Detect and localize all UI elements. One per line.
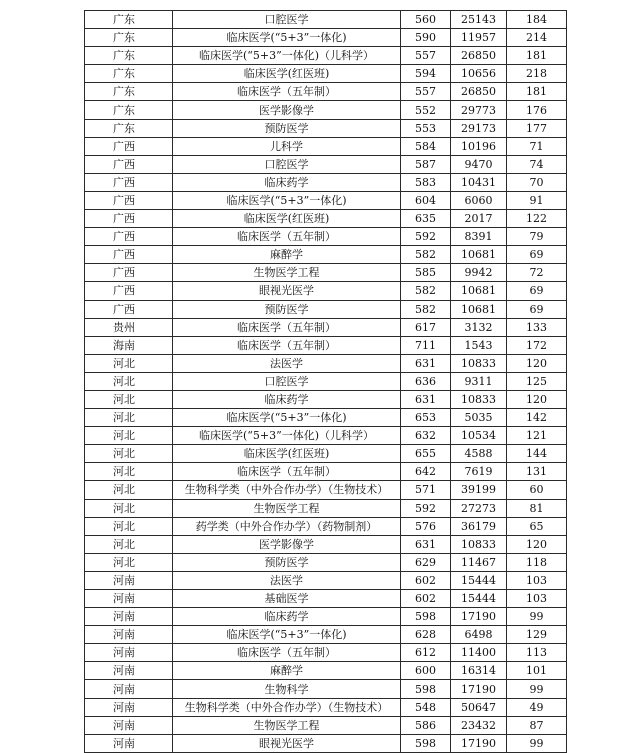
rank-cell: 50647 bbox=[451, 698, 507, 716]
major-cell: 基础医学 bbox=[173, 590, 401, 608]
province-cell: 河南 bbox=[85, 734, 173, 752]
score-cell: 584 bbox=[401, 137, 451, 155]
score-cell: 653 bbox=[401, 409, 451, 427]
table-row bbox=[85, 463, 567, 481]
table-row bbox=[85, 47, 567, 65]
rank-cell: 1543 bbox=[451, 336, 507, 354]
province-cell: 河南 bbox=[85, 626, 173, 644]
rank-cell: 15444 bbox=[451, 590, 507, 608]
table-row bbox=[85, 354, 567, 372]
count-cell: 81 bbox=[507, 499, 567, 517]
score-cell: 631 bbox=[401, 390, 451, 408]
major-cell: 临床医学(“5+3”一体化) bbox=[173, 191, 401, 209]
score-cell: 598 bbox=[401, 734, 451, 752]
table-row bbox=[85, 626, 567, 644]
province-cell: 河北 bbox=[85, 427, 173, 445]
score-cell: 576 bbox=[401, 517, 451, 535]
major-cell: 眼视光医学 bbox=[173, 282, 401, 300]
table-row bbox=[85, 11, 567, 29]
province-cell: 河北 bbox=[85, 517, 173, 535]
rank-cell: 17190 bbox=[451, 608, 507, 626]
province-cell: 河北 bbox=[85, 499, 173, 517]
province-cell: 广东 bbox=[85, 29, 173, 47]
count-cell: 103 bbox=[507, 571, 567, 589]
count-cell: 113 bbox=[507, 644, 567, 662]
table-row bbox=[85, 336, 567, 354]
major-cell: 口腔医学 bbox=[173, 372, 401, 390]
major-cell: 临床药学 bbox=[173, 608, 401, 626]
rank-cell: 2017 bbox=[451, 210, 507, 228]
rank-cell: 6498 bbox=[451, 626, 507, 644]
table-row bbox=[85, 173, 567, 191]
major-cell: 临床医学（五年制） bbox=[173, 318, 401, 336]
score-cell: 571 bbox=[401, 481, 451, 499]
count-cell: 87 bbox=[507, 716, 567, 734]
major-cell: 预防医学 bbox=[173, 300, 401, 318]
score-cell: 632 bbox=[401, 427, 451, 445]
major-cell: 临床医学（五年制） bbox=[173, 83, 401, 101]
table-row bbox=[85, 571, 567, 589]
score-cell: 655 bbox=[401, 445, 451, 463]
province-cell: 广东 bbox=[85, 119, 173, 137]
major-cell: 生物医学工程 bbox=[173, 716, 401, 734]
score-cell: 631 bbox=[401, 354, 451, 372]
count-cell: 99 bbox=[507, 680, 567, 698]
count-cell: 79 bbox=[507, 228, 567, 246]
score-cell: 612 bbox=[401, 644, 451, 662]
rank-cell: 15444 bbox=[451, 571, 507, 589]
province-cell: 河北 bbox=[85, 390, 173, 408]
table-row bbox=[85, 101, 567, 119]
table-row bbox=[85, 372, 567, 390]
province-cell: 广东 bbox=[85, 65, 173, 83]
score-cell: 585 bbox=[401, 264, 451, 282]
province-cell: 广西 bbox=[85, 155, 173, 173]
major-cell: 临床医学(“5+3”一体化) bbox=[173, 626, 401, 644]
count-cell: 74 bbox=[507, 155, 567, 173]
score-cell: 636 bbox=[401, 372, 451, 390]
rank-cell: 11957 bbox=[451, 29, 507, 47]
rank-cell: 11467 bbox=[451, 553, 507, 571]
count-cell: 120 bbox=[507, 535, 567, 553]
major-cell: 口腔医学 bbox=[173, 11, 401, 29]
table-row bbox=[85, 155, 567, 173]
score-cell: 560 bbox=[401, 11, 451, 29]
count-cell: 71 bbox=[507, 137, 567, 155]
rank-cell: 10534 bbox=[451, 427, 507, 445]
score-cell: 602 bbox=[401, 571, 451, 589]
rank-cell: 9942 bbox=[451, 264, 507, 282]
score-cell: 590 bbox=[401, 29, 451, 47]
count-cell: 129 bbox=[507, 626, 567, 644]
score-cell: 598 bbox=[401, 608, 451, 626]
count-cell: 121 bbox=[507, 427, 567, 445]
table-row bbox=[85, 662, 567, 680]
province-cell: 河南 bbox=[85, 662, 173, 680]
score-cell: 587 bbox=[401, 155, 451, 173]
province-cell: 河南 bbox=[85, 571, 173, 589]
province-cell: 广西 bbox=[85, 210, 173, 228]
province-cell: 河南 bbox=[85, 680, 173, 698]
count-cell: 214 bbox=[507, 29, 567, 47]
major-cell: 生物科学类（中外合作办学）（生物技术） bbox=[173, 698, 401, 716]
table-row bbox=[85, 409, 567, 427]
rank-cell: 29773 bbox=[451, 101, 507, 119]
table-body bbox=[85, 11, 567, 753]
count-cell: 60 bbox=[507, 481, 567, 499]
province-cell: 贵州 bbox=[85, 318, 173, 336]
score-cell: 711 bbox=[401, 336, 451, 354]
rank-cell: 10196 bbox=[451, 137, 507, 155]
province-cell: 河北 bbox=[85, 372, 173, 390]
province-cell: 广东 bbox=[85, 83, 173, 101]
major-cell: 医学影像学 bbox=[173, 535, 401, 553]
score-cell: 594 bbox=[401, 65, 451, 83]
rank-cell: 9311 bbox=[451, 372, 507, 390]
major-cell: 法医学 bbox=[173, 571, 401, 589]
score-cell: 600 bbox=[401, 662, 451, 680]
major-cell: 临床医学(“5+3”一体化) bbox=[173, 29, 401, 47]
major-cell: 临床医学(“5+3”一体化) bbox=[173, 409, 401, 427]
province-cell: 河北 bbox=[85, 535, 173, 553]
rank-cell: 3132 bbox=[451, 318, 507, 336]
rank-cell: 10431 bbox=[451, 173, 507, 191]
major-cell: 生物医学工程 bbox=[173, 499, 401, 517]
table-row bbox=[85, 481, 567, 499]
province-cell: 河北 bbox=[85, 409, 173, 427]
table-row bbox=[85, 246, 567, 264]
major-cell: 临床药学 bbox=[173, 390, 401, 408]
province-cell: 河南 bbox=[85, 590, 173, 608]
score-cell: 557 bbox=[401, 83, 451, 101]
table-row bbox=[85, 228, 567, 246]
score-cell: 592 bbox=[401, 499, 451, 517]
count-cell: 120 bbox=[507, 354, 567, 372]
rank-cell: 29173 bbox=[451, 119, 507, 137]
rank-cell: 26850 bbox=[451, 83, 507, 101]
major-cell: 生物科学 bbox=[173, 680, 401, 698]
rank-cell: 9470 bbox=[451, 155, 507, 173]
rank-cell: 16314 bbox=[451, 662, 507, 680]
rank-cell: 4588 bbox=[451, 445, 507, 463]
table-row bbox=[85, 553, 567, 571]
table-row bbox=[85, 716, 567, 734]
count-cell: 99 bbox=[507, 734, 567, 752]
count-cell: 181 bbox=[507, 47, 567, 65]
province-cell: 广西 bbox=[85, 282, 173, 300]
table-row bbox=[85, 608, 567, 626]
count-cell: 70 bbox=[507, 173, 567, 191]
table-row bbox=[85, 29, 567, 47]
table-row bbox=[85, 698, 567, 716]
count-cell: 122 bbox=[507, 210, 567, 228]
count-cell: 120 bbox=[507, 390, 567, 408]
count-cell: 118 bbox=[507, 553, 567, 571]
major-cell: 临床医学(红医班) bbox=[173, 210, 401, 228]
rank-cell: 10681 bbox=[451, 282, 507, 300]
major-cell: 临床药学 bbox=[173, 173, 401, 191]
table-row bbox=[85, 137, 567, 155]
major-cell: 法医学 bbox=[173, 354, 401, 372]
major-cell: 药学类（中外合作办学）（药物制剂） bbox=[173, 517, 401, 535]
rank-cell: 25143 bbox=[451, 11, 507, 29]
score-cell: 552 bbox=[401, 101, 451, 119]
province-cell: 广东 bbox=[85, 47, 173, 65]
province-cell: 广西 bbox=[85, 300, 173, 318]
rank-cell: 36179 bbox=[451, 517, 507, 535]
table-row bbox=[85, 318, 567, 336]
score-cell: 583 bbox=[401, 173, 451, 191]
province-cell: 河南 bbox=[85, 608, 173, 626]
rank-cell: 10656 bbox=[451, 65, 507, 83]
province-cell: 广东 bbox=[85, 101, 173, 119]
province-cell: 广西 bbox=[85, 264, 173, 282]
rank-cell: 10833 bbox=[451, 535, 507, 553]
rank-cell: 17190 bbox=[451, 680, 507, 698]
score-cell: 592 bbox=[401, 228, 451, 246]
score-cell: 629 bbox=[401, 553, 451, 571]
score-cell: 635 bbox=[401, 210, 451, 228]
rank-cell: 8391 bbox=[451, 228, 507, 246]
count-cell: 131 bbox=[507, 463, 567, 481]
major-cell: 医学影像学 bbox=[173, 101, 401, 119]
table-row bbox=[85, 445, 567, 463]
rank-cell: 39199 bbox=[451, 481, 507, 499]
major-cell: 预防医学 bbox=[173, 119, 401, 137]
count-cell: 101 bbox=[507, 662, 567, 680]
major-cell: 临床医学（五年制） bbox=[173, 644, 401, 662]
table-row bbox=[85, 517, 567, 535]
rank-cell: 10681 bbox=[451, 246, 507, 264]
count-cell: 69 bbox=[507, 246, 567, 264]
count-cell: 72 bbox=[507, 264, 567, 282]
rank-cell: 10833 bbox=[451, 390, 507, 408]
table-row bbox=[85, 83, 567, 101]
score-cell: 617 bbox=[401, 318, 451, 336]
count-cell: 177 bbox=[507, 119, 567, 137]
count-cell: 65 bbox=[507, 517, 567, 535]
table-row bbox=[85, 590, 567, 608]
admission-scores-table bbox=[84, 10, 567, 753]
count-cell: 181 bbox=[507, 83, 567, 101]
major-cell: 口腔医学 bbox=[173, 155, 401, 173]
score-cell: 598 bbox=[401, 680, 451, 698]
rank-cell: 10833 bbox=[451, 354, 507, 372]
province-cell: 广西 bbox=[85, 191, 173, 209]
count-cell: 218 bbox=[507, 65, 567, 83]
table-row bbox=[85, 680, 567, 698]
province-cell: 河北 bbox=[85, 445, 173, 463]
count-cell: 103 bbox=[507, 590, 567, 608]
table-row bbox=[85, 644, 567, 662]
province-cell: 广西 bbox=[85, 173, 173, 191]
table-row bbox=[85, 390, 567, 408]
score-cell: 604 bbox=[401, 191, 451, 209]
province-cell: 河北 bbox=[85, 553, 173, 571]
major-cell: 临床医学（五年制） bbox=[173, 463, 401, 481]
score-cell: 582 bbox=[401, 282, 451, 300]
major-cell: 儿科学 bbox=[173, 137, 401, 155]
rank-cell: 7619 bbox=[451, 463, 507, 481]
table-row bbox=[85, 264, 567, 282]
major-cell: 预防医学 bbox=[173, 553, 401, 571]
rank-cell: 26850 bbox=[451, 47, 507, 65]
province-cell: 河南 bbox=[85, 644, 173, 662]
score-cell: 548 bbox=[401, 698, 451, 716]
province-cell: 广西 bbox=[85, 246, 173, 264]
major-cell: 生物科学类（中外合作办学）（生物技术） bbox=[173, 481, 401, 499]
table-row bbox=[85, 191, 567, 209]
major-cell: 麻醉学 bbox=[173, 662, 401, 680]
score-cell: 628 bbox=[401, 626, 451, 644]
score-cell: 586 bbox=[401, 716, 451, 734]
rank-cell: 11400 bbox=[451, 644, 507, 662]
count-cell: 172 bbox=[507, 336, 567, 354]
province-cell: 广西 bbox=[85, 137, 173, 155]
table-row bbox=[85, 119, 567, 137]
major-cell: 临床医学(“5+3”一体化)（儿科学） bbox=[173, 47, 401, 65]
score-cell: 642 bbox=[401, 463, 451, 481]
count-cell: 176 bbox=[507, 101, 567, 119]
province-cell: 河北 bbox=[85, 463, 173, 481]
province-cell: 河北 bbox=[85, 481, 173, 499]
table-row bbox=[85, 210, 567, 228]
count-cell: 49 bbox=[507, 698, 567, 716]
rank-cell: 23432 bbox=[451, 716, 507, 734]
score-cell: 553 bbox=[401, 119, 451, 137]
count-cell: 125 bbox=[507, 372, 567, 390]
major-cell: 眼视光医学 bbox=[173, 734, 401, 752]
rank-cell: 17190 bbox=[451, 734, 507, 752]
province-cell: 河南 bbox=[85, 716, 173, 734]
count-cell: 69 bbox=[507, 300, 567, 318]
count-cell: 69 bbox=[507, 282, 567, 300]
province-cell: 海南 bbox=[85, 336, 173, 354]
rank-cell: 6060 bbox=[451, 191, 507, 209]
major-cell: 临床医学（五年制） bbox=[173, 228, 401, 246]
province-cell: 广西 bbox=[85, 228, 173, 246]
province-cell: 河南 bbox=[85, 698, 173, 716]
major-cell: 麻醉学 bbox=[173, 246, 401, 264]
rank-cell: 27273 bbox=[451, 499, 507, 517]
major-cell: 临床医学(“5+3”一体化)（儿科学） bbox=[173, 427, 401, 445]
count-cell: 99 bbox=[507, 608, 567, 626]
count-cell: 133 bbox=[507, 318, 567, 336]
table-row bbox=[85, 499, 567, 517]
score-cell: 582 bbox=[401, 246, 451, 264]
count-cell: 184 bbox=[507, 11, 567, 29]
major-cell: 临床医学（五年制） bbox=[173, 336, 401, 354]
score-cell: 582 bbox=[401, 300, 451, 318]
major-cell: 临床医学(红医班) bbox=[173, 445, 401, 463]
province-cell: 河北 bbox=[85, 354, 173, 372]
rank-cell: 5035 bbox=[451, 409, 507, 427]
count-cell: 91 bbox=[507, 191, 567, 209]
count-cell: 142 bbox=[507, 409, 567, 427]
table-row bbox=[85, 65, 567, 83]
score-cell: 602 bbox=[401, 590, 451, 608]
table-row bbox=[85, 282, 567, 300]
count-cell: 144 bbox=[507, 445, 567, 463]
table-row bbox=[85, 535, 567, 553]
score-cell: 631 bbox=[401, 535, 451, 553]
score-cell: 557 bbox=[401, 47, 451, 65]
province-cell: 广东 bbox=[85, 11, 173, 29]
table-row bbox=[85, 427, 567, 445]
major-cell: 生物医学工程 bbox=[173, 264, 401, 282]
table-row bbox=[85, 300, 567, 318]
rank-cell: 10681 bbox=[451, 300, 507, 318]
major-cell: 临床医学(红医班) bbox=[173, 65, 401, 83]
